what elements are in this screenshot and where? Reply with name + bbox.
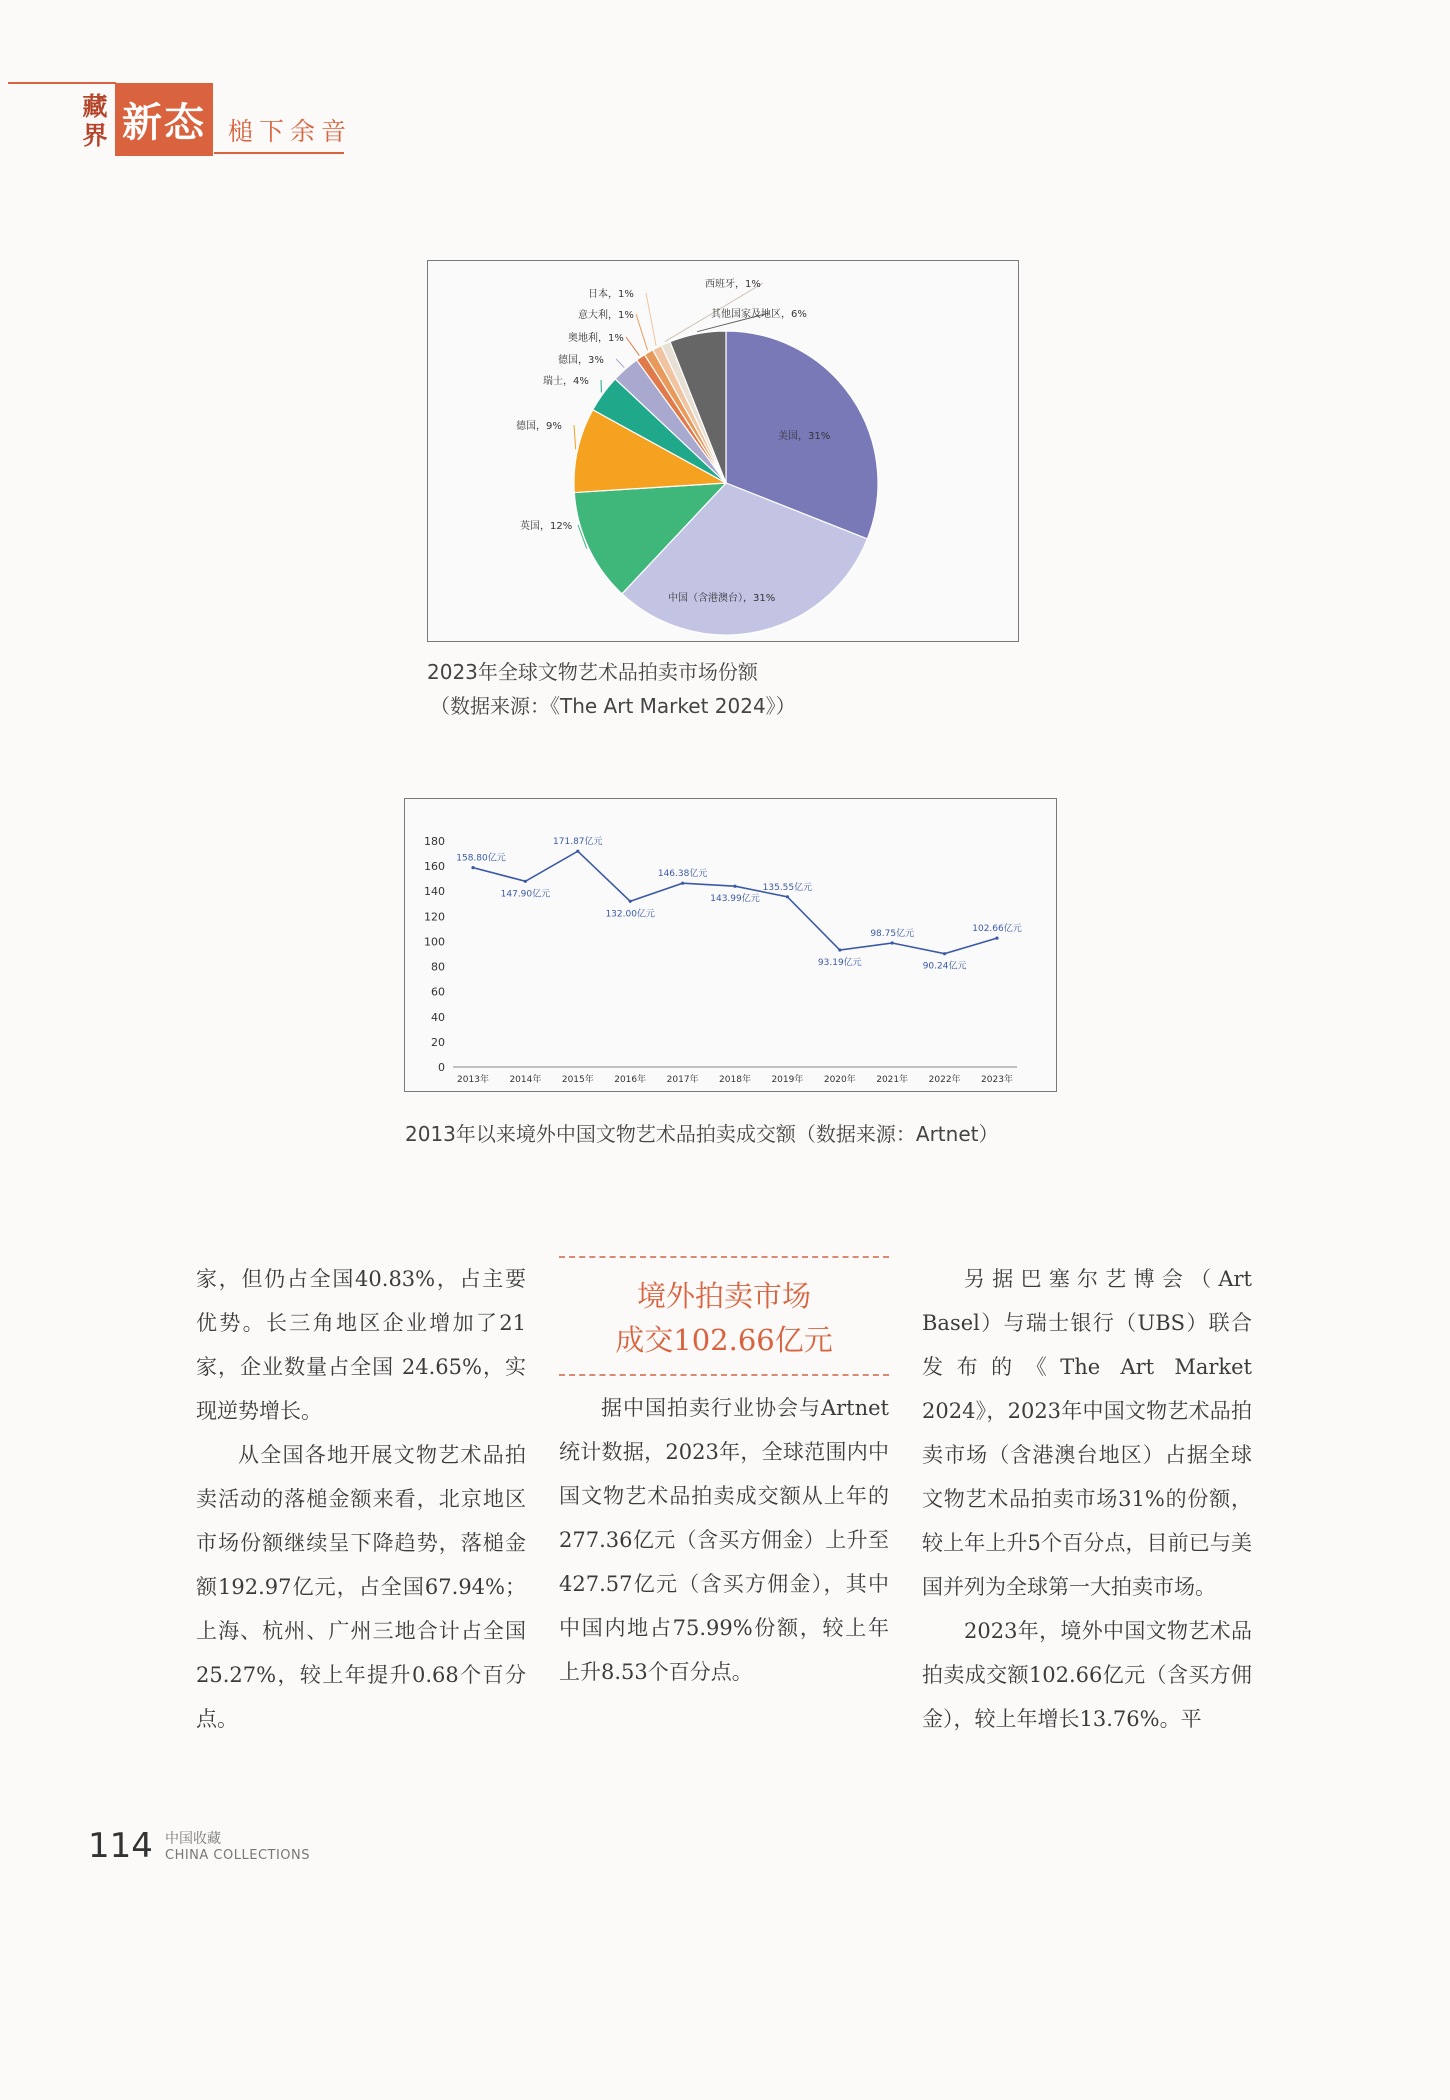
col3-paragraph-2: 2023年，境外中国文物艺术品拍卖成交额102.66亿元（含买方佣金），较上年增长13.76%。平	[922, 1619, 1252, 1731]
pie-label-10: 其他国家及地区，6%	[711, 309, 807, 320]
data-label-6: 135.55亿元	[762, 882, 813, 893]
y-tick-label-0: 0	[438, 1061, 445, 1074]
headline-line-1: 境外拍卖市场	[636, 1279, 811, 1313]
col2-paragraph: 据中国拍卖行业协会与Artnet统计数据，2023年，全球范围内中国文物艺术品拍卖成交额从上年的277.36亿元（含买方佣金）上升至427.57亿元（含买方佣金），其中中国内地占75.99%份额，较上年上升8.53个百分点。	[559, 1396, 889, 1684]
pie-label-6: 奥地利，1%	[568, 333, 624, 344]
pie-leader-line-8	[646, 293, 656, 346]
col1-paragraph-2: 从全国各地开展文物艺术品拍卖活动的落槌金额来看，北京地区市场份额继续呈下降趋势，落槌金额192.97亿元，占全国67.94%；上海、杭州、广州三地合计占全国25.27%，较上年提升0.68个百分点。	[196, 1443, 526, 1731]
pie-label-8: 日本，1%	[588, 289, 634, 300]
y-tick-label-8: 160	[424, 860, 445, 874]
data-label-2: 171.87亿元	[553, 837, 603, 848]
line-caption: 2013年以来境外中国文物艺术品拍卖成交额（数据来源：Artnet）	[405, 1122, 999, 1146]
page-number: 114	[88, 1826, 153, 1866]
data-label-5: 143.99亿元	[710, 894, 760, 905]
header-top-rule	[8, 82, 116, 84]
pie-leader-line-5	[616, 359, 624, 368]
section-headline	[559, 1258, 889, 1374]
pie-leader-line-7	[636, 314, 648, 350]
series-point-10	[995, 937, 998, 940]
line-chart	[405, 799, 1056, 1091]
series-point-1	[524, 880, 527, 883]
line-chart-frame	[404, 798, 1057, 1092]
pie-label-1: 中国（含港澳台），31%	[668, 593, 776, 604]
pie-leader-line-3	[574, 425, 576, 449]
pie-caption-source: （数据来源：《The Art Market 2024》）	[430, 694, 796, 718]
y-tick-label-6: 120	[424, 910, 445, 924]
pie-label-9: 西班牙，1%	[705, 279, 761, 290]
data-label-9: 90.24亿元	[922, 961, 967, 972]
magazine-name-en: CHINA COLLECTIONS	[165, 1848, 311, 1863]
pie-chart	[428, 261, 1018, 641]
pie-label-0: 美国，31%	[778, 431, 831, 442]
pie-label-3: 德国，9%	[516, 421, 562, 432]
pie-leader-line-6	[626, 337, 639, 356]
article-column-2	[559, 1256, 889, 1694]
data-label-0: 158.80亿元	[456, 853, 506, 864]
y-tick-label-1: 20	[431, 1035, 445, 1049]
series-point-0	[471, 866, 474, 869]
data-label-8: 98.75亿元	[870, 929, 915, 940]
series-point-6	[786, 895, 789, 898]
data-label-4: 146.38亿元	[657, 869, 708, 880]
x-tick-label-2: 2015年	[561, 1075, 594, 1085]
article-column-1	[196, 1257, 526, 1741]
x-tick-label-0: 2013年	[457, 1075, 489, 1085]
section-title-box: 新态	[115, 83, 213, 156]
x-tick-label-7: 2020年	[823, 1075, 856, 1085]
x-tick-label-5: 2018年	[719, 1075, 751, 1085]
pie-chart-frame	[427, 260, 1019, 642]
section-vertical-label: 藏界	[82, 92, 108, 150]
y-tick-label-7: 140	[424, 885, 445, 899]
series-point-3	[629, 900, 632, 903]
data-label-1: 147.90亿元	[500, 889, 551, 900]
x-tick-label-10: 2023年	[981, 1075, 1013, 1085]
data-label-3: 132.00亿元	[605, 909, 655, 920]
series-point-4	[681, 882, 684, 885]
series-point-8	[891, 941, 894, 944]
pie-label-7: 意大利，1%	[578, 310, 634, 321]
data-label-10: 102.66亿元	[972, 924, 1022, 935]
y-tick-label-3: 60	[431, 985, 445, 999]
x-tick-label-4: 2017年	[666, 1075, 699, 1085]
headline-bottom-divider	[559, 1374, 889, 1376]
header-rule	[214, 152, 344, 154]
headline-line-2: 成交102.66亿元	[615, 1323, 833, 1357]
magazine-name-cn: 中国收藏	[165, 1831, 221, 1847]
x-tick-label-9: 2022年	[928, 1075, 961, 1085]
x-tick-label-8: 2021年	[876, 1075, 909, 1085]
pie-caption-title: 2023年全球文物艺术品拍卖市场份额	[427, 660, 758, 684]
pie-label-2: 英国，12%	[520, 521, 573, 532]
col1-paragraph-1: 家，但仍占全国40.83%，占主要优势。长三角地区企业增加了21家，企业数量占全国 24.65%，实现逆势增长。	[196, 1267, 526, 1423]
pie-label-5: 德国，3%	[558, 355, 604, 366]
y-tick-label-4: 80	[431, 960, 445, 974]
series-point-7	[838, 948, 841, 951]
y-tick-label-5: 100	[424, 935, 445, 949]
pie-label-4: 瑞士，4%	[543, 376, 589, 387]
series-point-9	[943, 952, 946, 955]
series-point-5	[733, 885, 736, 888]
col3-paragraph-1: 另据巴塞尔艺博会（Art Basel）与瑞士银行（UBS）联合发布的《The Art Market 2024》，2023年中国文物艺术品拍卖市场（含港澳台地区）占据全球文物艺术品拍卖市场31%的份额，较上年上升5个百分点，目前已与美国并列为全球第一大拍卖市场。	[922, 1267, 1252, 1599]
y-tick-label-9: 180	[424, 835, 445, 848]
x-tick-label-3: 2016年	[614, 1075, 647, 1085]
section-subtitle: 槌下余音	[228, 117, 353, 146]
series-point-2	[576, 850, 579, 853]
data-label-7: 93.19亿元	[817, 957, 862, 968]
y-tick-label-2: 40	[431, 1010, 445, 1024]
x-tick-label-1: 2014年	[509, 1075, 542, 1085]
x-tick-label-6: 2019年	[771, 1075, 804, 1085]
article-column-3	[922, 1257, 1252, 1741]
